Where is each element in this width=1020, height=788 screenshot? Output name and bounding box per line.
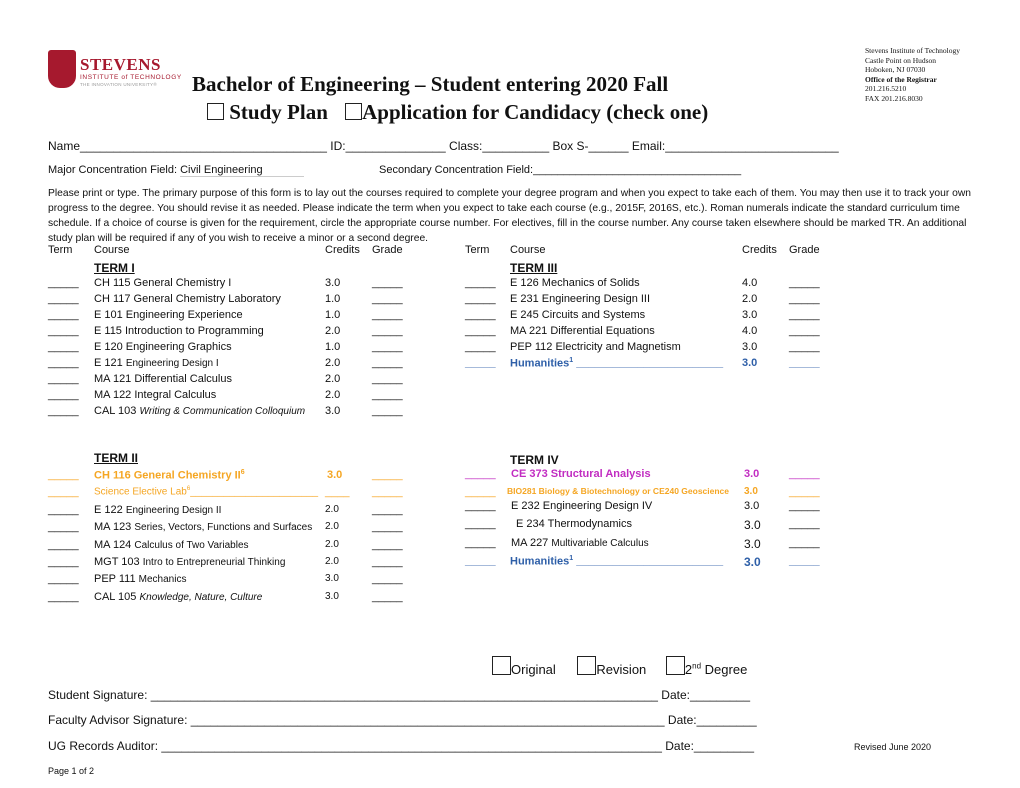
logo-subtitle: INSTITUTE of TECHNOLOGY [80,74,182,81]
course-credits: 3.0 [742,357,758,369]
major-value: Civil Engineering [180,164,304,177]
term-blank[interactable]: _____ [48,309,79,321]
course-code: PEP 111 [94,573,136,585]
term-blank[interactable]: _____ [48,373,79,385]
course-credits: 4.0 [742,277,758,289]
col-grade-right: Grade [789,244,820,256]
course-code: CAL 105 [94,591,137,603]
registrar-address [865,46,960,103]
course-name: CE 373 Structural Analysis [511,468,651,480]
course-credits: 3.0 [325,277,341,289]
course-credits: ____ [325,486,350,498]
col-term-left: Term [48,244,73,256]
course-name [510,555,723,568]
footnote-mark: 1 [569,555,574,562]
term2-heading: TERM II [94,451,138,465]
course-row [0,591,460,606]
term-blank[interactable]: _____ [48,405,79,417]
term-blank[interactable]: _____ [465,293,496,305]
grade-blank[interactable]: _____ [372,293,403,305]
course-name: E 120 Engineering Graphics [94,341,232,353]
humanities-fill-blank[interactable]: ________________________ [576,357,724,370]
course-name: PEP 112 Electricity and Magnetism [510,341,681,353]
grade-blank[interactable]: _____ [372,373,403,385]
footnote-mark: 6 [186,486,191,492]
course-row-humanities [0,555,900,570]
study-plan-checkbox[interactable] [207,103,224,120]
term-blank[interactable]: _____ [48,591,79,603]
course-title: Knowledge, Nature, Culture [139,592,263,603]
grade-blank[interactable]: _____ [789,537,820,549]
course-row [0,486,900,501]
grade-blank[interactable]: _____ [372,521,403,533]
grade-blank[interactable]: _____ [789,293,820,305]
form-title: Bachelor of Engineering – Student entering 2020 Fall [192,72,669,96]
course-title: Mechanics [138,574,187,585]
grade-blank[interactable]: _____ [372,277,403,289]
course-code: Humanities [510,357,570,370]
grade-blank[interactable]: _____ [372,486,403,498]
course-title: Intro to Entrepreneurial Thinking [142,557,286,568]
col-course-right: Course [510,244,546,256]
course-credits: 2.0 [325,325,341,337]
term-blank[interactable]: _____ [48,539,79,551]
course-credits: 3.0 [327,469,343,481]
course-name: CH 115 General Chemistry I [94,277,232,289]
grade-blank[interactable]: _____ [789,357,820,369]
address-line: 201.216.5210 [865,84,907,93]
address-line: Castle Point on Hudson [865,55,937,65]
term-blank[interactable]: _____ [48,277,79,289]
col-grade-left: Grade [372,244,403,256]
course-row [0,341,900,356]
address-line: Stevens Institute of Technology [865,46,960,55]
ug-records-auditor-line[interactable]: UG Records Auditor: ___________________________________________________________________________ Date:_________ [48,739,754,753]
logo-tagline: THE INNOVATION UNIVERSITY® [80,82,157,87]
course-credits: 3.0 [744,537,761,551]
course-row-humanities [0,357,900,372]
second-suffix: nd [692,661,702,671]
term1-heading: TERM I [94,261,135,275]
term-blank[interactable]: _____ [48,573,79,585]
term-blank[interactable]: _____ [465,325,496,337]
stevens-logo [80,55,182,87]
grade-blank[interactable]: _____ [372,405,403,417]
course-credits: 2.0 [742,293,758,305]
course-credits: 3.0 [744,468,760,480]
col-term-right: Term [465,244,490,256]
grade-blank[interactable]: _____ [372,357,403,369]
elective-fill-blank[interactable]: _______________________ [190,486,319,498]
student-signature-line[interactable]: Student Signature: ____________________________________________________________________________ Date:_________ [48,688,751,702]
term4-heading: TERM IV [510,453,559,467]
grade-blank[interactable]: _____ [789,518,820,530]
course-name: BIO281 Biology & Biotechnology or CE240 Geoscience [507,486,730,496]
term-blank[interactable]: _____ [465,500,496,512]
course-title: Engineering Design II [125,505,222,516]
course-credits: 1.0 [325,293,341,305]
course-credits: 1.0 [325,309,341,321]
course-title: Series, Vectors, Functions and Surfaces [134,522,313,533]
course-name: E 232 Engineering Design IV [511,500,653,512]
grade-blank[interactable]: _____ [372,309,403,321]
course-code: Humanities [510,555,570,568]
grade-blank[interactable]: _____ [789,325,820,337]
course-credits: 3.0 [744,500,760,512]
col-course-left: Course [94,244,130,256]
course-row [0,518,900,533]
course-credits: 2.0 [325,521,339,532]
course-name: CH 117 General Chemistry Laboratory [94,293,281,305]
course-code: CAL 103 [94,405,137,417]
original-checkbox[interactable] [492,656,511,675]
course-row [0,293,900,308]
address-line: Office of the Registrar [865,74,937,84]
course-credits: 3.0 [744,555,761,569]
revision-date: Revised June 2020 [854,742,932,752]
term-blank[interactable]: _____ [48,389,79,401]
course-credits: 3.0 [742,309,758,321]
course-credits: 2.0 [325,556,339,567]
humanities-fill-blank[interactable]: ________________________ [576,555,724,568]
course-name: E 234 Thermodynamics [516,518,632,530]
address-line: FAX 201.216.8030 [865,93,923,103]
student-info-fields[interactable]: Name_____________________________________ ID:_______________ Class:__________ Box S-______ Email:__________________________ [48,139,839,153]
grade-blank[interactable]: _____ [372,504,403,516]
course-name [510,357,723,370]
address-line: Hoboken, NJ 07030 [865,65,926,74]
course-code: CH 116 General Chemistry II [94,469,241,482]
grade-blank[interactable]: _____ [372,325,403,337]
grade-blank[interactable]: _____ [372,389,403,401]
grade-blank[interactable]: _____ [789,555,820,567]
term-blank[interactable]: _____ [48,325,79,337]
revision-label: Revision [596,662,647,677]
logo-name: STEVENS [80,55,161,74]
course-row [0,325,900,340]
term-blank[interactable]: _____ [465,309,496,321]
term-blank[interactable]: _____ [48,504,79,516]
course-title: Writing & Communication Colloquium [139,406,306,417]
grade-blank[interactable]: _____ [372,573,403,585]
grade-blank[interactable]: _____ [789,309,820,321]
course-credits: 2.0 [325,504,339,515]
course-title: Calculus of Two Variables [134,540,249,551]
course-row [0,537,900,552]
grade-blank[interactable]: _____ [372,556,403,568]
stevens-seal-logo [48,50,76,88]
term-blank[interactable]: _____ [465,486,496,498]
course-row [0,389,460,404]
grade-blank[interactable]: _____ [372,539,403,551]
second-degree-label [685,662,747,677]
second-number: 2 [684,662,693,677]
course-name [94,573,186,585]
course-credits: 3.0 [744,518,761,532]
course-name: E 126 Mechanics of Solids [510,277,640,289]
footnote-mark: 6 [240,469,245,476]
page-number: Page 1 of 2 [48,766,95,776]
course-name: MA 121 Differential Calculus [94,373,232,385]
instructions-paragraph: Please print or type. The primary purpose of this form is to lay out the courses required to complete your degree program and when you expect to take each of them. You may then use it to track your own progress to the degree. You should revise it as needed. Please indicate the term when you expect to take each course (e.g., 2015F, 2016S, etc.). Roman numerals indicate the standard curriculum time schedule. If a choice of course is given for the requirement, circle the appropriate course number. For electives, fill in the course number. Any course taken elsewhere should be marked TR. An additional study plan will be required if any of you wish to receive a minor or a second degree. [48,188,972,244]
course-title: Engineering Design I [125,358,219,369]
course-row [0,277,900,292]
footnote-mark: 1 [569,357,574,364]
term-blank[interactable]: _____ [465,555,496,567]
grade-blank[interactable]: _____ [789,277,820,289]
course-credits: 2.0 [325,357,341,369]
term-blank[interactable]: _____ [48,341,79,353]
term-blank[interactable]: _____ [48,486,79,498]
grade-blank[interactable]: _____ [372,341,403,353]
plan-status-options [492,656,747,677]
secondary-concentration-field[interactable]: Secondary Concentration Field:__________________________________ [379,164,742,176]
revision-checkbox[interactable] [577,656,596,675]
term-blank[interactable]: _____ [48,357,79,369]
course-code: MA 123 [94,521,132,533]
course-name: MA 122 Integral Calculus [94,389,217,401]
col-credits-right: Credits [742,244,777,256]
term-blank[interactable]: _____ [465,518,496,530]
course-code: Science Elective Lab [94,486,187,498]
course-credits: 3.0 [742,341,758,353]
course-name [511,537,649,549]
term-blank[interactable]: _____ [48,469,79,481]
course-code: MA 227 [511,537,549,549]
term-blank[interactable]: _____ [465,341,496,353]
course-code: MGT 103 [94,556,140,568]
form-type-options [207,100,708,125]
grade-blank[interactable]: _____ [789,486,820,498]
term-blank[interactable]: _____ [48,521,79,533]
term-blank[interactable]: _____ [465,357,496,369]
grade-blank[interactable]: _____ [789,468,820,480]
study-plan-label: Study Plan [229,100,328,124]
course-name [94,591,262,603]
course-credits: 2.0 [325,389,341,401]
course-name: E 101 Engineering Experience [94,309,243,321]
major-concentration-field[interactable] [48,164,304,177]
course-credits: 3.0 [325,405,341,417]
major-label: Major Concentration Field: [48,164,178,176]
course-credits: 2.0 [325,539,339,550]
term-blank[interactable]: _____ [465,277,496,289]
grade-blank[interactable]: _____ [372,591,403,603]
term-blank[interactable]: _____ [48,556,79,568]
course-name: E 115 Introduction to Programming [94,325,264,337]
second-degree-text: Degree [701,662,748,677]
course-name: E 231 Engineering Design III [510,293,651,305]
grade-blank[interactable]: _____ [789,341,820,353]
application-candidacy-checkbox[interactable] [345,103,362,120]
course-code: E 121 [94,357,123,369]
grade-blank[interactable]: _____ [789,500,820,512]
course-row [0,373,460,388]
course-credits: 2.0 [325,373,341,385]
term-blank[interactable]: _____ [465,468,496,480]
course-title: Multivariable Calculus [551,538,649,549]
course-code: E 122 [94,504,123,516]
course-row [0,309,900,324]
second-degree-checkbox[interactable] [666,656,685,675]
course-name: MA 221 Differential Equations [510,325,655,337]
course-credits: 4.0 [742,325,758,337]
term-blank[interactable]: _____ [465,537,496,549]
course-name: E 245 Circuits and Systems [510,309,646,321]
original-label: Original [511,662,556,677]
course-name [94,405,305,417]
course-credits: 3.0 [325,591,339,602]
course-row [0,468,900,483]
course-row [0,405,460,420]
term-blank[interactable]: _____ [48,293,79,305]
course-row [0,500,900,515]
course-credits: 1.0 [325,341,341,353]
faculty-advisor-signature-line[interactable]: Faculty Advisor Signature: _______________________________________________________________________ Date:_________ [48,713,757,727]
application-candidacy-label: Application for Candidacy (check one) [362,100,709,124]
course-row [0,573,460,588]
course-credits: 3.0 [325,573,339,584]
course-credits: 3.0 [744,486,758,497]
col-credits-left: Credits [325,244,360,256]
term3-heading: TERM III [510,261,558,275]
course-code: MA 124 [94,539,132,551]
grade-blank[interactable]: _____ [372,469,403,481]
